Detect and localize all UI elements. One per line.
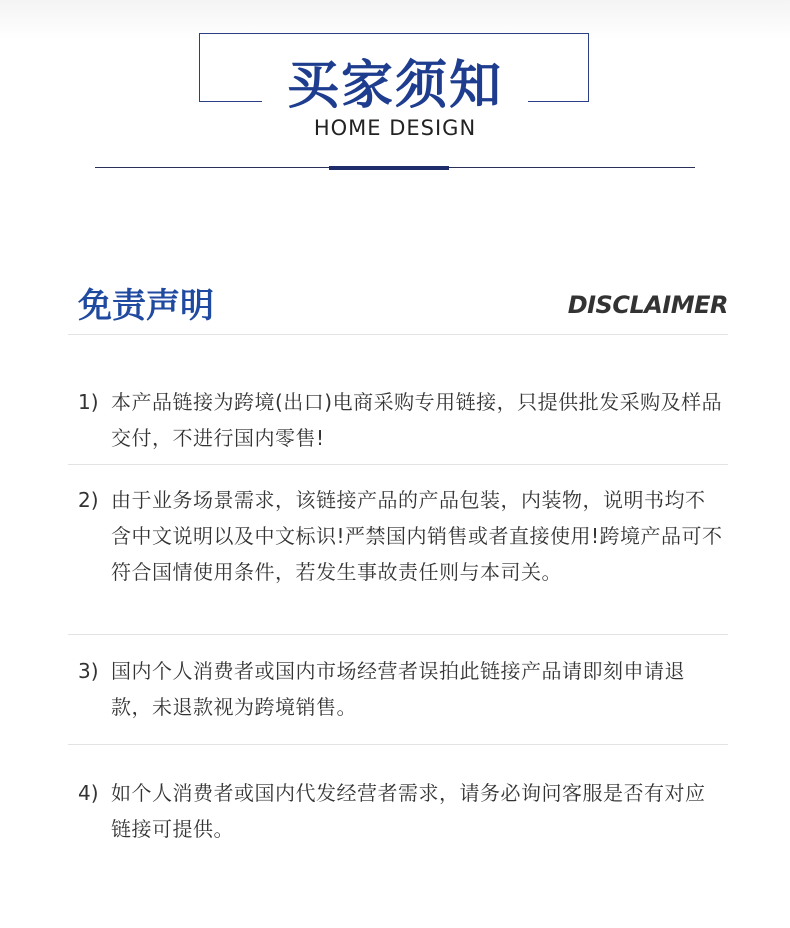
- item-text: 如个人消费者或国内代发经营者需求，请务必询问客服是否有对应链接可提供。: [111, 781, 706, 841]
- item-divider: [68, 464, 728, 465]
- item-divider: [68, 634, 728, 635]
- item-number: 1): [78, 390, 99, 414]
- item-divider: [68, 744, 728, 745]
- page-subtitle: HOME DESIGN: [313, 116, 477, 140]
- section-title-en: DISCLAIMER: [567, 291, 728, 319]
- header-divider-accent: [329, 166, 449, 170]
- page-title: 买家须知: [262, 47, 528, 125]
- item-text: 由于业务场景需求，该链接产品的产品包装，内装物，说明书均不含中文说明以及中文标识!严禁国内销售或者直接使用!跨境产品可不符合国情使用条件，若发生事故责任则与本司关。: [111, 488, 723, 584]
- item-text: 国内个人消费者或国内市场经营者误拍此链接产品请即刻申请退款，未退款视为跨境销售。: [111, 659, 685, 719]
- item-number: 4): [78, 781, 99, 805]
- section-divider: [68, 334, 728, 335]
- section-title: 免责声明: [78, 286, 214, 326]
- item-number: 3): [78, 659, 99, 683]
- item-text: 本产品链接为跨境(出口)电商采购专用链接，只提供批发采购及样品交付，不进行国内零售!: [111, 390, 723, 450]
- item-number: 2): [78, 488, 99, 512]
